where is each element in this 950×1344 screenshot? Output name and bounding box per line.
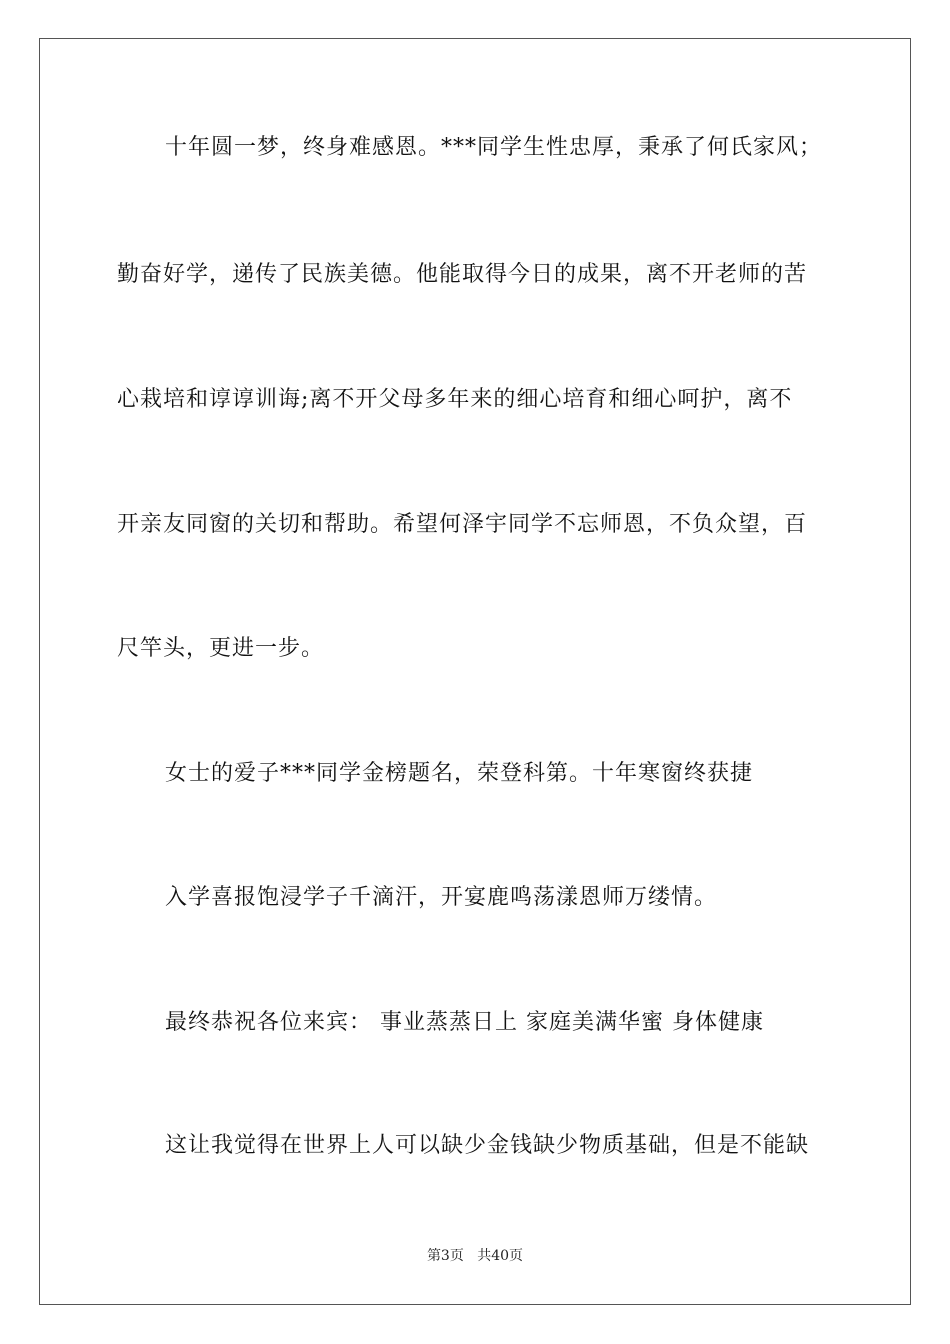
page-number: 第3页 — [426, 1248, 464, 1264]
paragraph-line: 尺竿头，更进一步。 — [117, 636, 325, 661]
paragraph-line: 开亲友同窗的关切和帮助。希望何泽宇同学不忘师恩，不负众望，百 — [117, 512, 808, 537]
paragraph-line: 女士的爱子***同学金榜题名，荣登科第。十年寒窗终获捷 — [165, 761, 754, 786]
paragraph-line: 十年圆一梦，终身难感恩。***同学生性忠厚，秉承了何氏家风； — [165, 135, 823, 160]
paragraph-line: 最终恭祝各位来宾： 事业蒸蒸日上 家庭美满华蜜 身体健康 — [165, 1010, 764, 1035]
paragraph-line: 勤奋好学，递传了民族美德。他能取得今日的成果，离不开老师的苦 — [117, 262, 808, 287]
paragraph-line: 这让我觉得在世界上人可以缺少金钱缺少物质基础，但是不能缺 — [165, 1133, 810, 1158]
page-footer — [0, 1246, 950, 1266]
paragraph-line: 入学喜报饱浸学子千滴汗，开宴鹿鸣荡漾恩师万缕情。 — [165, 885, 718, 910]
paragraph-line: 心栽培和谆谆训诲;离不开父母多年来的细心培育和细心呵护，离不 — [117, 387, 793, 412]
page-border — [39, 38, 911, 1305]
page-total: 共40页 — [477, 1248, 524, 1264]
